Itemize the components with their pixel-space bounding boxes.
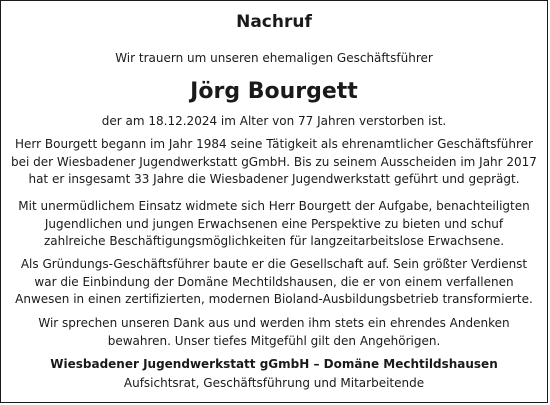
paragraph-line: Mit unermüdlichem Einsatz widmete sich Herr Bourgett der Aufgabe, benachteiligten <box>18 199 530 213</box>
paragraph-line: Anwesen in einen zertifizierten, modernen Bioland-Ausbildungsbetrieb transformierte. <box>15 292 533 307</box>
paragraph-line: hat er insgesamt 33 Jahre die Wiesbadener Jugendwerkstatt geführt und geprägt. <box>28 172 520 187</box>
notice-title: Nachruf <box>236 12 312 32</box>
paragraph-line: Als Gründungs-Geschäftsführer baute er die Gesellschaft auf. Sein größter Verdienst <box>20 257 528 271</box>
paragraph-commitment <box>7 198 541 251</box>
paragraph-line: zahlreiche Beschäftigungsmöglichkeiten für langzeitarbeitslose Erwachsene. <box>43 234 505 249</box>
paragraph-line: Herr Bourgett begann im Jahr 1984 seine Tätigkeit als ehrenamtlicher Geschäftsführer <box>15 137 533 151</box>
paragraph-line: war die Einbindung der Domäne Mechtildshausen, die er von einem verfallenen <box>34 274 514 289</box>
paragraph-line: Jugendlichen und jungen Erwachsenen eine Perspektive zu bieten und schuf <box>44 216 504 231</box>
paragraph-career <box>7 136 541 189</box>
death-line: der am 18.12.2024 im Alter von 77 Jahren verstorben ist. <box>101 114 447 128</box>
deceased-name: Jörg Bourgett <box>190 79 358 104</box>
organization-name: Wiesbadener Jugendwerkstatt gGmbH – Domäne Mechtildshausen <box>50 357 498 371</box>
intro-line: Wir trauern um unseren ehemaligen Geschäftsführer <box>115 51 433 65</box>
paragraph-thanks <box>7 315 541 350</box>
paragraph-line: Wir sprechen unseren Dank aus und werden ihm stets ein ehrendes Andenken <box>38 316 510 330</box>
paragraph-line: bei der Wiesbadener Jugendwerkstatt gGmbH. Bis zu seinem Ausscheiden im Jahr 2017 <box>11 154 537 169</box>
board-signature: Aufsichtsrat, Geschäftsführung und Mitarbeitende <box>123 376 425 390</box>
paragraph-line: bewahren. Unser tiefes Mitgefühl gilt den Angehörigen. <box>107 333 441 348</box>
paragraph-founding <box>7 256 541 309</box>
